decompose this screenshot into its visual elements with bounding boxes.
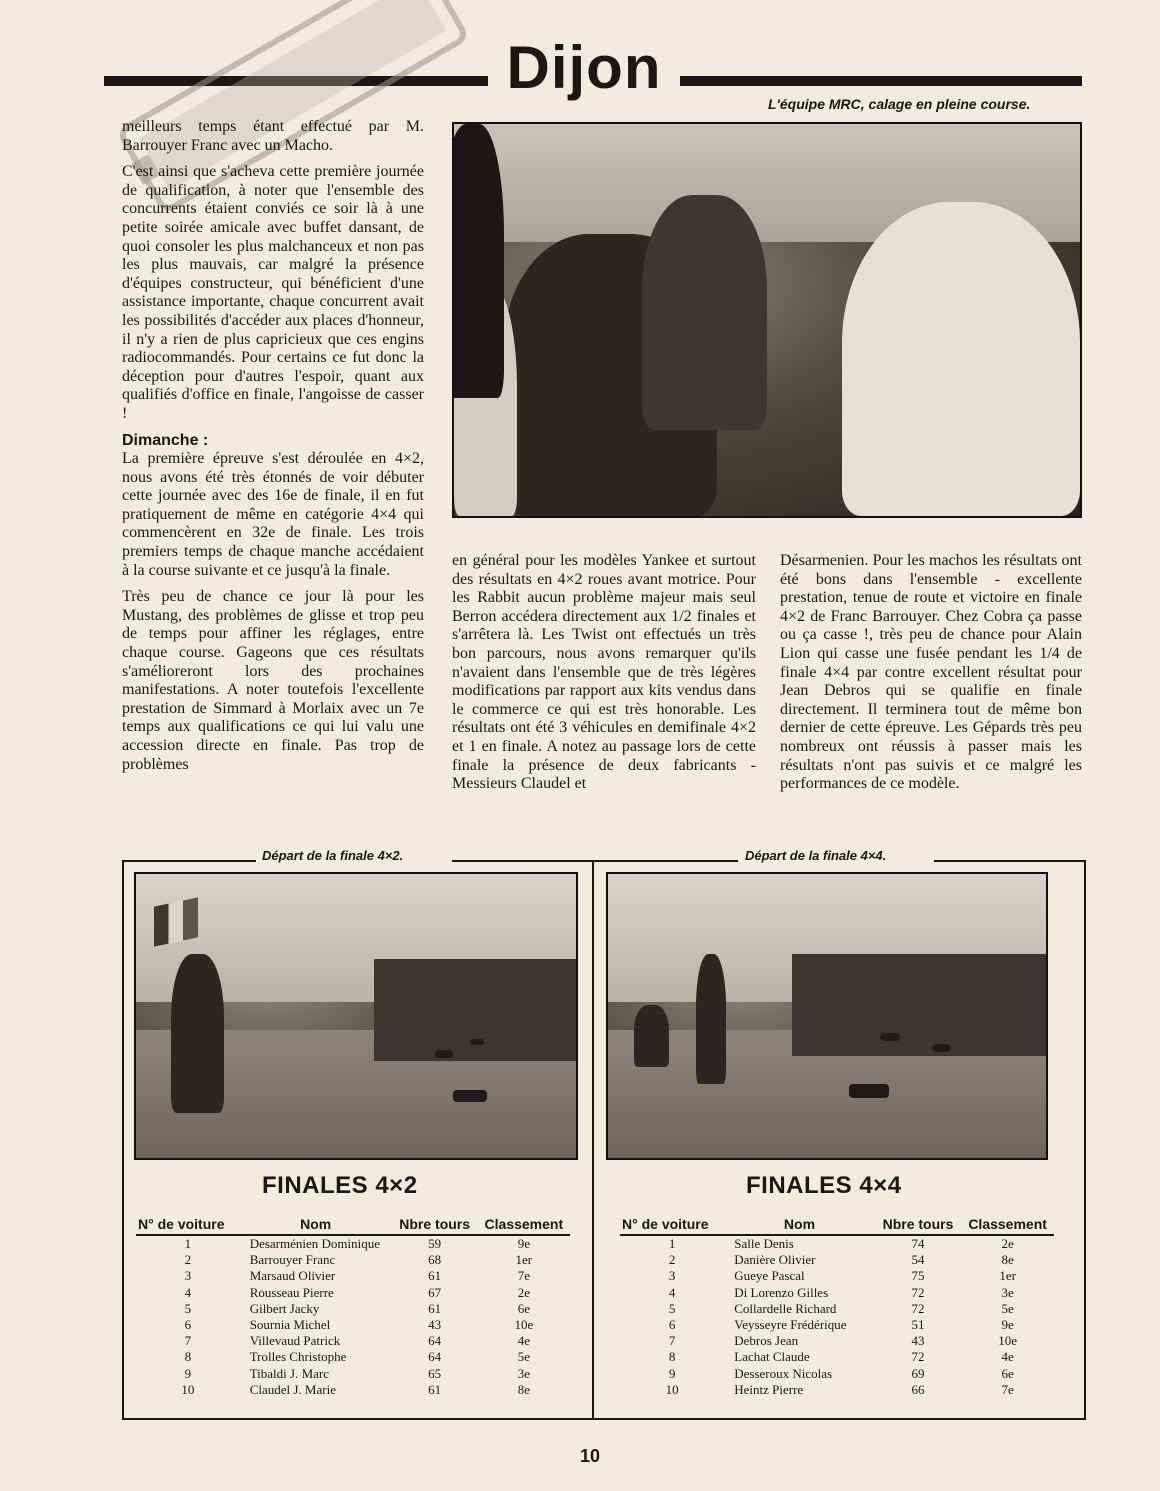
table-row xyxy=(620,1252,1054,1268)
laps-cell: 64 xyxy=(428,1333,442,1349)
driver-name-cell: Lachat Claude xyxy=(734,1349,810,1365)
laps-cell: 74 xyxy=(911,1236,925,1252)
column-header: N° de voiture xyxy=(136,1216,240,1235)
table-row xyxy=(136,1333,570,1349)
car-number-cell: 4 xyxy=(184,1284,192,1300)
finale-4x2-table xyxy=(136,1216,570,1398)
car-number-cell: 10 xyxy=(181,1381,195,1397)
team-photo xyxy=(452,122,1082,518)
table-header-row xyxy=(620,1216,1054,1235)
ranking-cell: 6e xyxy=(517,1300,530,1316)
car-number-cell: 8 xyxy=(184,1349,192,1365)
ranking-cell: 2e xyxy=(1001,1236,1014,1252)
laps-cell: 64 xyxy=(428,1349,442,1365)
laps-cell: 72 xyxy=(911,1349,925,1365)
laps-cell: 51 xyxy=(911,1317,925,1333)
ranking-cell: 8e xyxy=(517,1381,530,1397)
finale-4x2-title: FINALES 4×2 xyxy=(262,1172,418,1199)
table-row xyxy=(620,1235,1054,1252)
laps-cell: 61 xyxy=(428,1300,442,1316)
laps-cell: 54 xyxy=(911,1252,925,1268)
table-row xyxy=(136,1301,570,1317)
page-title: Dijon xyxy=(506,34,662,101)
laps-cell: 68 xyxy=(428,1252,442,1268)
driver-name-cell: Villevaud Patrick xyxy=(249,1333,341,1349)
ranking-cell: 1er xyxy=(515,1252,533,1268)
ranking-cell: 4e xyxy=(1001,1349,1014,1365)
table-row xyxy=(136,1252,570,1268)
column-header: N° de voiture xyxy=(620,1216,724,1235)
table-row xyxy=(136,1235,570,1252)
table-row xyxy=(136,1349,570,1365)
header-rule-right xyxy=(680,76,1082,86)
laps-cell: 72 xyxy=(911,1284,925,1300)
car-number-cell: 6 xyxy=(668,1317,676,1333)
table-row xyxy=(136,1366,570,1382)
column-header: Nom xyxy=(724,1216,874,1235)
car-number-cell: 3 xyxy=(668,1268,676,1284)
driver-name-cell: Salle Denis xyxy=(734,1236,794,1252)
laps-cell: 67 xyxy=(428,1284,442,1300)
table-row xyxy=(136,1285,570,1301)
table-row xyxy=(620,1349,1054,1365)
article-paragraph: La première épreuve s'est déroulée en 4×2, nous avons été très étonnés de voir débuter cette journée avec des 16e de finale, il en fut pratiquement de même en catégorie 4×4 qui commencèrent en 32e de finale. Les trois premiers temps de chaque manche accédaient à la course suivante et ce jusqu'à la finale. xyxy=(122,450,424,579)
table-row xyxy=(136,1268,570,1284)
ranking-cell: 5e xyxy=(517,1349,530,1365)
laps-cell: 59 xyxy=(428,1236,442,1252)
ranking-cell: 7e xyxy=(1001,1381,1014,1397)
ranking-cell: 5e xyxy=(1001,1300,1014,1316)
subheading: Dimanche : xyxy=(122,431,209,449)
laps-cell: 75 xyxy=(911,1268,925,1284)
ranking-cell: 10e xyxy=(998,1333,1017,1349)
driver-name-cell: Veysseyre Frédérique xyxy=(734,1317,847,1333)
table-row xyxy=(620,1301,1054,1317)
table-row xyxy=(136,1317,570,1333)
ranking-cell: 8e xyxy=(1001,1252,1014,1268)
car-number-cell: 1 xyxy=(668,1236,676,1252)
car-number-cell: 2 xyxy=(184,1252,192,1268)
driver-name-cell: Heintz Pierre xyxy=(734,1381,804,1397)
driver-name-cell: Trolles Christophe xyxy=(249,1349,347,1365)
ranking-cell: 7e xyxy=(517,1268,530,1284)
table-row xyxy=(620,1285,1054,1301)
driver-name-cell: Desarménien Dominique xyxy=(249,1236,381,1252)
car-number-cell: 6 xyxy=(184,1317,192,1333)
ranking-cell: 2e xyxy=(517,1284,530,1300)
driver-name-cell: Desseroux Nicolas xyxy=(734,1365,833,1381)
driver-name-cell: Sournia Michel xyxy=(249,1317,331,1333)
page-number: 10 xyxy=(579,1446,601,1466)
car-number-cell: 7 xyxy=(184,1333,192,1349)
table-row xyxy=(620,1268,1054,1284)
table-row xyxy=(620,1333,1054,1349)
driver-name-cell: Danière Olivier xyxy=(734,1252,816,1268)
article-column-2 xyxy=(452,552,756,802)
table-row xyxy=(620,1366,1054,1382)
ranking-cell: 10e xyxy=(514,1317,534,1333)
driver-name-cell: Debros Jean xyxy=(734,1333,799,1349)
article-column-3 xyxy=(780,552,1082,802)
car-number-cell: 5 xyxy=(668,1300,676,1316)
car-number-cell: 7 xyxy=(668,1333,676,1349)
car-number-cell: 9 xyxy=(184,1365,192,1381)
finale-4x2-caption: Départ de la finale 4×2. xyxy=(262,848,404,863)
results-frame-divider xyxy=(592,860,594,1418)
driver-name-cell: Di Lorenzo Gilles xyxy=(734,1284,829,1300)
car-number-cell: 10 xyxy=(665,1381,679,1397)
car-number-cell: 1 xyxy=(184,1236,192,1252)
ranking-cell: 3e xyxy=(1001,1284,1014,1300)
laps-cell: 43 xyxy=(911,1333,925,1349)
ranking-cell: 3e xyxy=(517,1365,530,1381)
driver-name-cell: Collardelle Richard xyxy=(734,1300,837,1316)
laps-cell: 72 xyxy=(911,1300,925,1316)
ranking-cell: 1er xyxy=(999,1268,1016,1284)
driver-name-cell: Gilbert Jacky xyxy=(249,1300,320,1316)
driver-name-cell: Tibaldi J. Marc xyxy=(249,1365,330,1381)
ranking-cell: 4e xyxy=(517,1333,530,1349)
article-paragraph: meilleurs temps étant effectué par M. Barrouyer Franc avec un Macho. xyxy=(122,118,424,154)
ranking-cell: 9e xyxy=(1001,1317,1014,1333)
ranking-cell: 6e xyxy=(1001,1365,1014,1381)
table-header-row xyxy=(136,1216,570,1235)
finale-4x4-title: FINALES 4×4 xyxy=(746,1172,902,1199)
laps-cell: 65 xyxy=(428,1365,442,1381)
column-header: Classement xyxy=(478,1216,570,1235)
car-number-cell: 5 xyxy=(184,1300,192,1316)
ranking-cell: 9e xyxy=(517,1236,530,1252)
table-row xyxy=(620,1382,1054,1398)
column-header: Classement xyxy=(961,1216,1054,1235)
driver-name-cell: Gueye Pascal xyxy=(734,1268,805,1284)
column-header: Nbre tours xyxy=(392,1216,478,1235)
car-number-cell: 3 xyxy=(184,1268,192,1284)
finale-4x4-table xyxy=(620,1216,1054,1398)
table-row xyxy=(136,1382,570,1398)
laps-cell: 43 xyxy=(428,1317,442,1333)
top-photo-caption: L'équipe MRC, calage en pleine course. xyxy=(768,96,1031,112)
article-paragraph: en général pour les modèles Yankee et surtout des résultats en 4×2 roues avant motrice. Pour les Rabbit aucun problème majeur mais seul Berron accédera directement aux 1/2 finales et s'arrêtera là. Les Twist ont effectués un très bon parcours, nous avons remarquer qu'ils n'avaient dans l'ensemble que de très légères modifications par rapport aux kits vendus dans le commerce ce qui est très honorable. Les résultats ont été 3 véhicules en demifinale 4×2 et 1 en finale. A notez au passage lors de cette finale la présence de deux fabricants - Messieurs Claudel et xyxy=(452,552,756,793)
car-number-cell: 2 xyxy=(668,1252,676,1268)
article-paragraph: Très peu de chance ce jour là pour les Mustang, des problèmes de glisse et trop peu de temps pour affiner les réglages, entre chaque course. Gageons que ces résultats s'amélioreront lors des prochaines manifestations. A noter toutefois l'excellente prestation de Simmard à Morlaix avec un 7e temps aux qualifications ce qui lui valu une accession directe en finale. Pas trop de problèmes xyxy=(122,588,424,773)
column-header: Nom xyxy=(240,1216,392,1235)
laps-cell: 66 xyxy=(911,1381,925,1397)
laps-cell: 69 xyxy=(911,1365,925,1381)
laps-cell: 61 xyxy=(428,1381,442,1397)
driver-name-cell: Barrouyer Franc xyxy=(249,1252,336,1268)
article-paragraph: Désarmenien. Pour les machos les résultats ont été bons dans l'ensemble - excellente prestation, tenue de route et victoire en finale 4×2 de Franc Barrouyer. Chez Cobra ça passe ou ça casse !, très peu de chance pour Alain Lion qui casse une fusée pendant les 1/4 de finale 4×4 par contre excellent résultat pour Jean Debros qui se qualifie en finale directement. Il terminera tout de même bon dernier de cette épreuve. Les Gépards très peu nombreux ont réussis à passer mais les résultats n'ont pas suivis et ce malgré les performances de ce modèle. xyxy=(780,552,1082,793)
car-number-cell: 8 xyxy=(668,1349,676,1365)
article-column-1 xyxy=(122,118,424,782)
column-header: Nbre tours xyxy=(875,1216,962,1235)
driver-name-cell: Rousseau Pierre xyxy=(249,1284,334,1300)
driver-name-cell: Marsaud Olivier xyxy=(249,1268,336,1284)
table-row xyxy=(620,1317,1054,1333)
car-number-cell: 9 xyxy=(668,1365,676,1381)
car-number-cell: 4 xyxy=(668,1284,676,1300)
finale-4x4-photo xyxy=(606,872,1048,1160)
finale-4x4-caption: Départ de la finale 4×4. xyxy=(745,848,887,863)
laps-cell: 61 xyxy=(428,1268,442,1284)
article-paragraph: C'est ainsi que s'acheva cette première journée de qualification, à noter que l'ensemble des concurrents étaient conviés ce soir là à une petite soirée amicale avec buffet dansant, de quoi consoler les plus malchanceux et non pas les plus mauvais, car malgré la présence d'équipes constructeur, qui bénéficient d'une assistance importante, chaque concurrent avait les possibilités d'accéder aux places d'honneur, il n'y a rien de plus capricieux que ces engins radiocommandés. Pour certains ce fut donc la déception pour d'autres l'espoir, quant aux qualifiés d'office en finale, l'angoisse de casser ! xyxy=(122,163,424,422)
driver-name-cell: Claudel J. Marie xyxy=(249,1381,336,1397)
finale-4x2-photo xyxy=(134,872,578,1160)
